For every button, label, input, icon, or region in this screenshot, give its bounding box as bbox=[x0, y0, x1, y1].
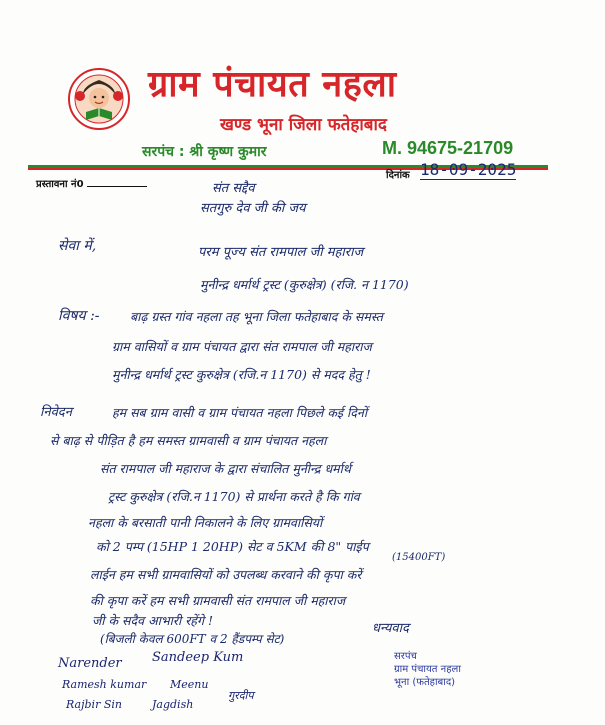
signature-7: गुरदीप bbox=[228, 689, 254, 702]
signature-6: Jagdish bbox=[152, 698, 194, 711]
letterhead bbox=[62, 62, 532, 162]
proposal-number bbox=[36, 176, 147, 190]
date-label: दिनांक bbox=[386, 170, 410, 181]
panchayat-title: ग्राम पंचायत नहला bbox=[148, 64, 397, 105]
signature-2: Sandeep Kum bbox=[152, 650, 244, 665]
request-line-8: की कृपा करें हम सभी ग्रामवासी संत रामपाल जी महाराज bbox=[90, 593, 346, 608]
seal-line-1: सरपंच bbox=[394, 651, 417, 662]
mobile-number: M. 94675-21709 bbox=[382, 138, 514, 158]
recipient-line-1: परम पूज्य संत रामपाल जी महाराज bbox=[198, 245, 364, 260]
signature-4: Meenu bbox=[170, 678, 209, 691]
block-district: खण्ड भूना जिला फतेहाबाद bbox=[220, 115, 387, 135]
seal-line-3: भूना (फतेहाबाद) bbox=[394, 677, 456, 688]
salutation: सेवा में, bbox=[58, 238, 97, 254]
request-line-5: नहला के बरसाती पानी निकालने के लिए ग्रामवासियों bbox=[88, 515, 323, 530]
signature-5: Rajbir Sin bbox=[66, 698, 122, 711]
sarpanch-name: सरपंच : श्री कृष्ण कुमार bbox=[142, 144, 267, 160]
header-line-2: सतगुरु देव जी की जय bbox=[200, 201, 306, 216]
recipient-line-2: मुनीन्द्र धर्मार्थ ट्रस्ट (कुरुक्षेत्र) (रजि. न 1170) bbox=[200, 277, 409, 292]
request-line-9: जी के सदैव आभारी रहेंगे ! bbox=[92, 613, 213, 628]
subject-line-2: ग्राम वासियों व ग्राम पंचायत द्वारा संत रामपाल जी महाराज bbox=[112, 339, 372, 354]
request-line-6: को 2 पम्प (15HP 1 20HP) सेट व 5KM की 8" पाईप bbox=[96, 539, 369, 554]
closing-thanks: धन्यवाद bbox=[372, 621, 409, 636]
sarpanch-seal bbox=[394, 650, 534, 700]
request-line-3: संत रामपाल जी महाराज के द्वारा संचालित मुनीन्द्र धर्मार्थ bbox=[100, 461, 351, 476]
signature-1: Narender bbox=[58, 656, 122, 671]
request-line-1: हम सब ग्राम वासी व ग्राम पंचायत नहला पिछले कई दिनों bbox=[112, 405, 368, 420]
request-line-4: ट्रस्ट कुरुक्षेत्र (रजि.न 1170) से प्रार्थना करते है कि गांव bbox=[108, 489, 360, 504]
request-line-2: से बाढ़ से पीड़ित है हम समस्त ग्रामवासी व ग्राम पंचायत नहला bbox=[50, 433, 327, 448]
date-value: 18-09-2025 bbox=[420, 160, 517, 179]
proposal-blank bbox=[87, 186, 147, 187]
signature-3: Ramesh kumar bbox=[62, 678, 147, 691]
request-line-10: (बिजली केवल 600FT व 2 हैंडपम्प सेट) bbox=[100, 632, 285, 646]
request-line-7: लाईन हम सभी ग्रामवासियों को उपलब्ध करवाने की कृपा करें bbox=[90, 567, 362, 582]
subject-label: विषय :- bbox=[58, 308, 100, 324]
subject-line-1: बाढ़ ग्रस्त गांव नहला तह भूना जिला फतेहाबाद के समस्त bbox=[130, 309, 383, 324]
proposal-label: प्रस्तावना नं0 bbox=[36, 179, 84, 190]
seal-line-2: ग्राम पंचायत नहला bbox=[394, 664, 461, 675]
header-line-1: संत सद्दैव bbox=[212, 181, 255, 196]
request-label: निवेदन bbox=[40, 405, 72, 420]
insert-note: (15400FT) bbox=[392, 552, 446, 563]
subject-line-3: मुनीन्द्र धर्मार्थ ट्रस्ट कुरुक्षेत्र (रजि.न 1170) से मदद हेतु ! bbox=[112, 367, 371, 382]
girl-reading-book-logo bbox=[68, 68, 130, 130]
